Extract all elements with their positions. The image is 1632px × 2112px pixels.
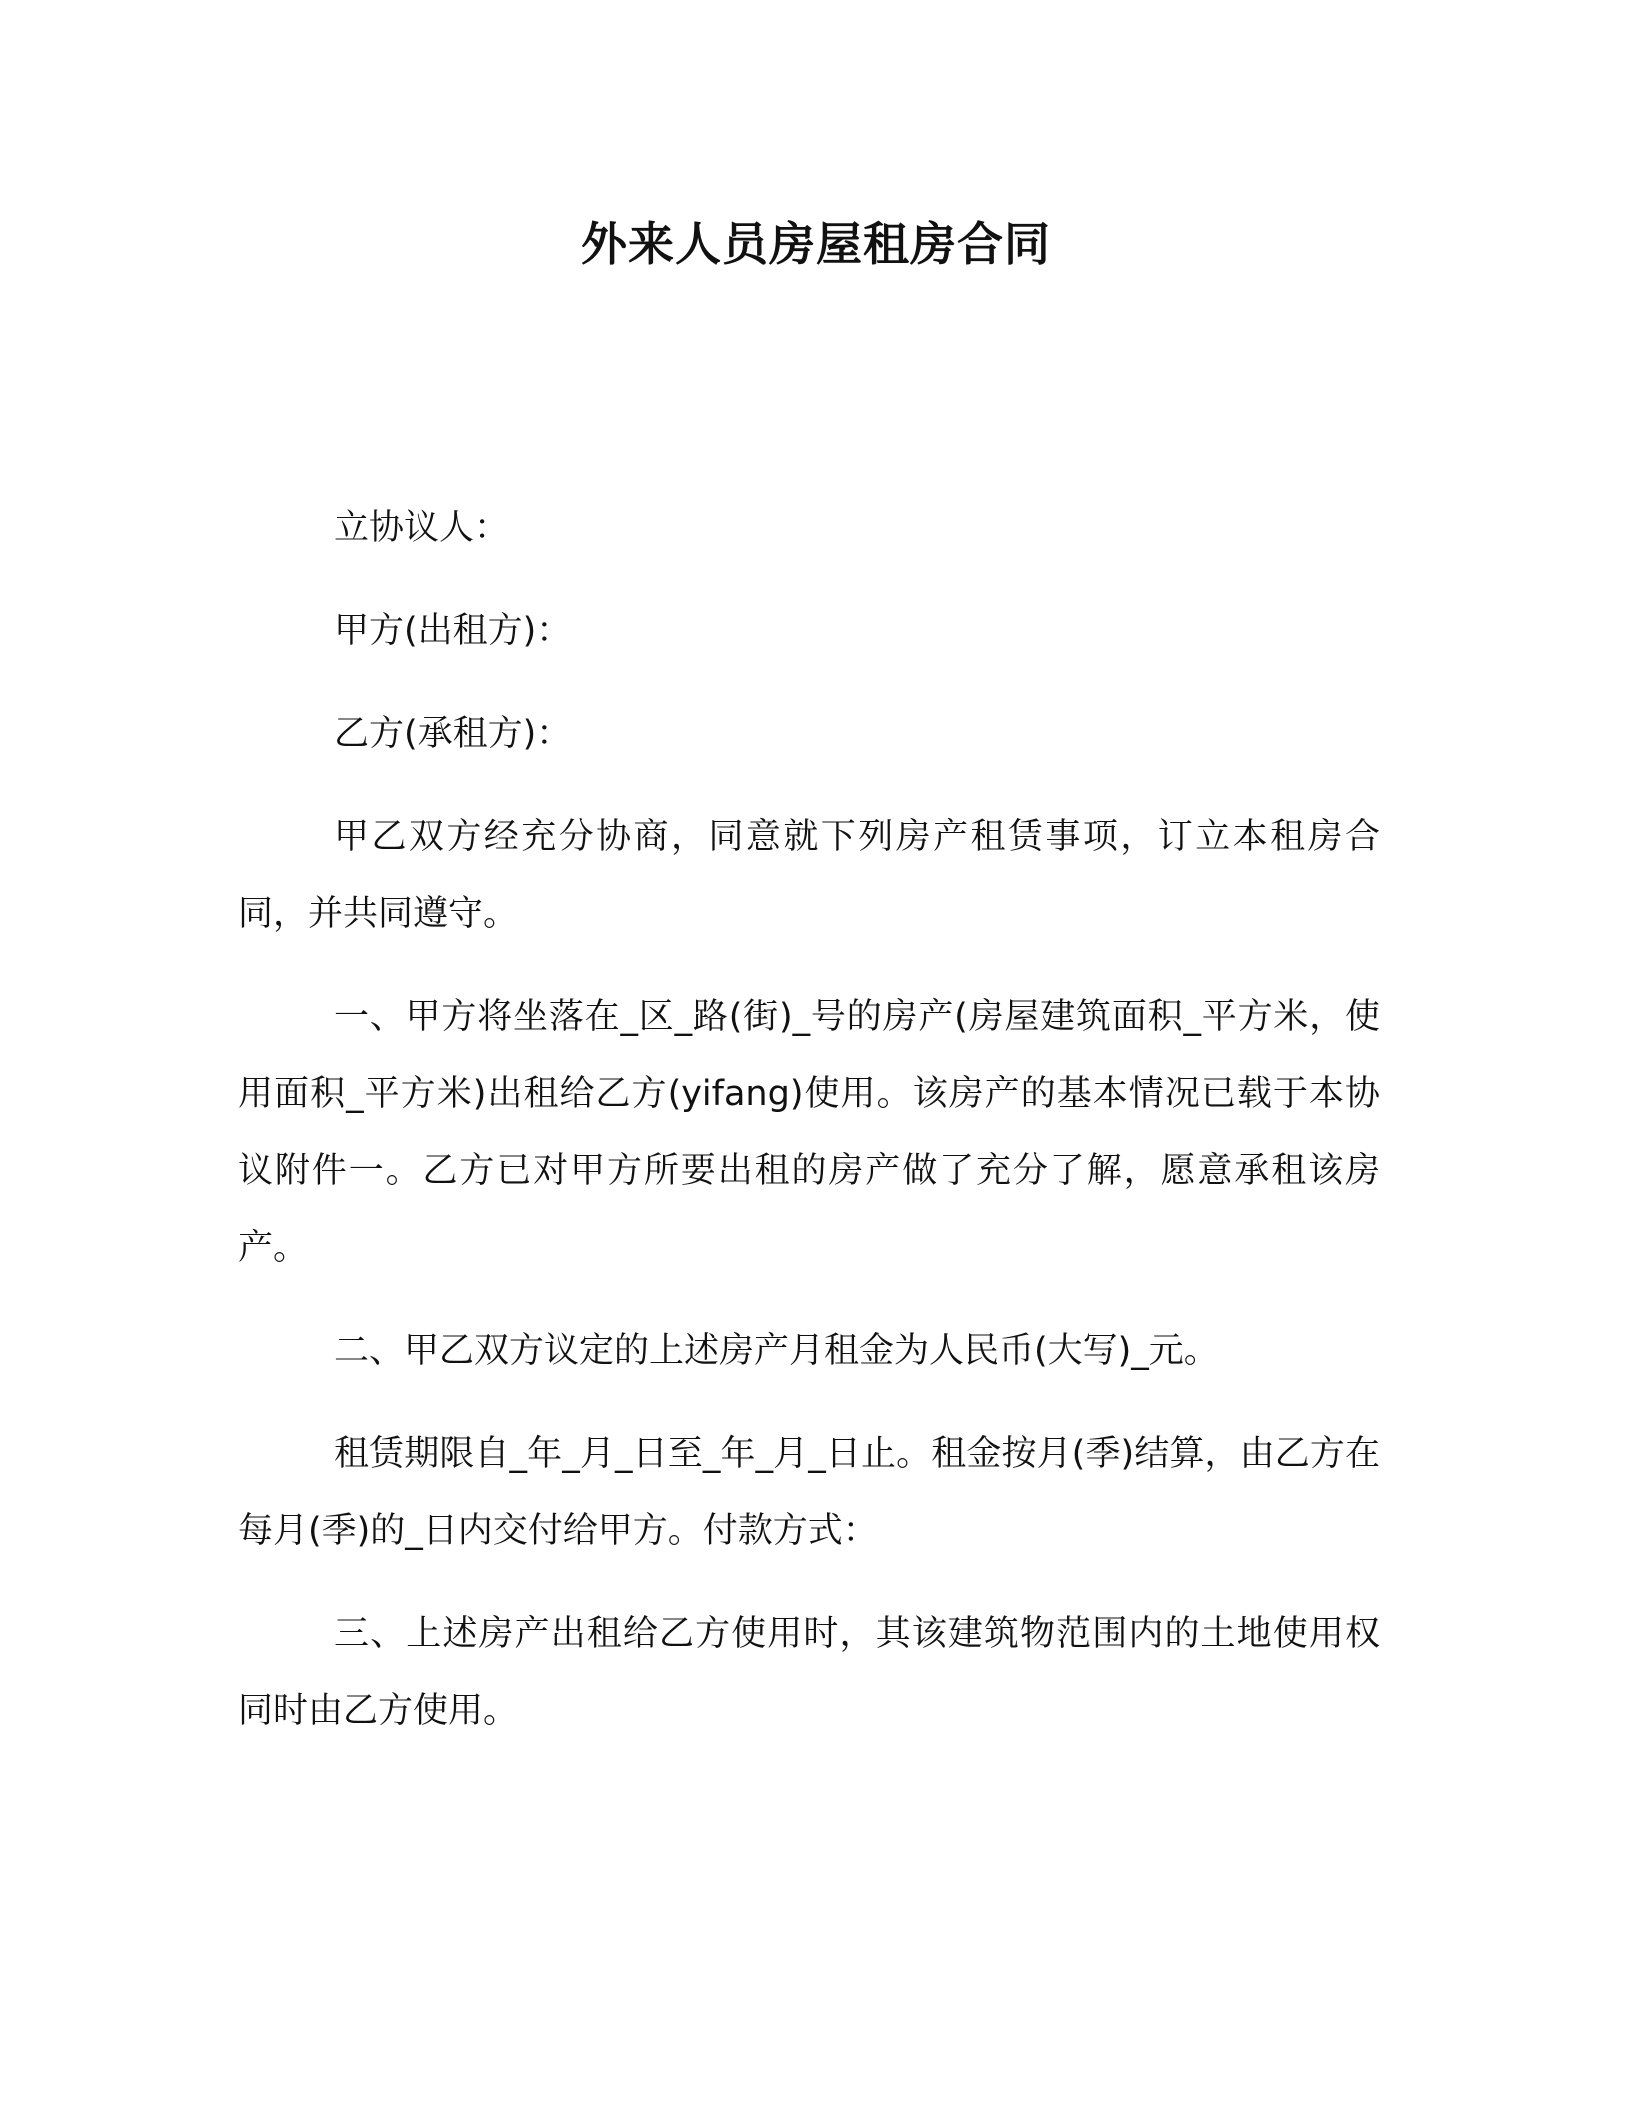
- paragraph-parties-heading: 立协议人：: [334, 508, 510, 548]
- paragraph-lease-term: 租赁期限自_年_月_日至_年_月_日止。租金按月(季)结算，由乙方在每月(季)的_日内交付给甲方。付款方式：: [238, 1434, 1380, 1551]
- paragraph-party-a: 甲方(出租方)：: [334, 611, 572, 651]
- document-title: 外来人员房屋租房合同: [581, 217, 1051, 271]
- paragraph-preamble: 甲乙双方经充分协商，同意就下列房产租赁事项，订立本租房合同，并共同遵守。: [238, 817, 1380, 934]
- paragraph-party-b: 乙方(承租方)：: [334, 714, 572, 754]
- paragraph-clause-3: 三、上述房产出租给乙方使用时，其该建筑物范围内的土地使用权同时由乙方使用。: [238, 1614, 1380, 1731]
- paragraph-clause-1: 一、甲方将坐落在_区_路(街)_号的房产(房屋建筑面积_平方米，使用面积_平方米)出租给乙方(yifang)使用。该房产的基本情况已载于本协议附件一。乙方已对甲方所要出租的房产做了充分了解，愿意承租该房产。: [238, 997, 1380, 1268]
- paragraph-clause-2: 二、甲乙双方议定的上述房产月租金为人民币(大写)_元。: [334, 1331, 1219, 1371]
- document-body: [238, 490, 1380, 1776]
